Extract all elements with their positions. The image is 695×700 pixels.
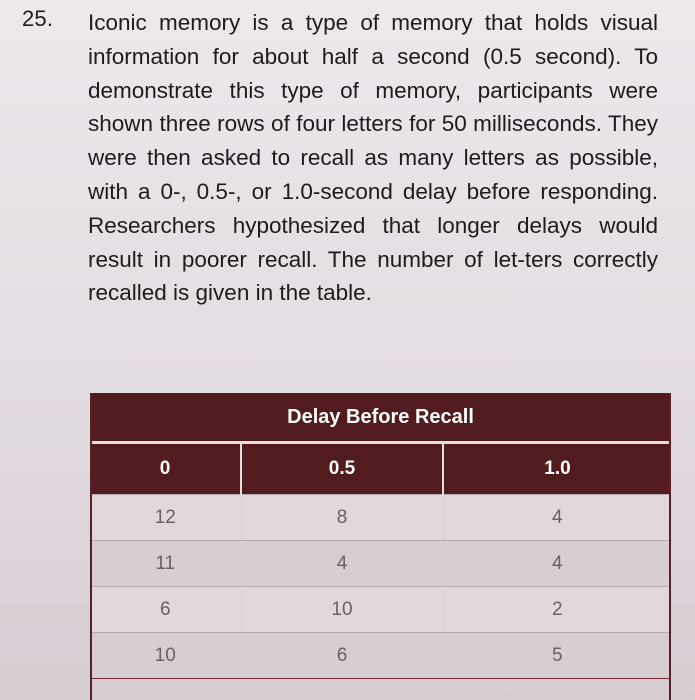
table-cell: 10: [90, 633, 241, 679]
column-header-delay-0: 0: [90, 443, 241, 495]
table-cell: 2: [443, 587, 671, 633]
problem-text: Iconic memory is a type of memory that holds visual information for about half a second (0.5 second). To demonstrate this type of memory, participants were shown three rows of four letters for 50 milliseconds. They were then asked to recall as many letters as possible, with a 0-, 0.5-, or 1.0-second delay before responding. Researchers hypothesized that longer delays would result in poorer recall. The number of let-ters correctly recalled is given in the table.: [88, 10, 658, 306]
column-header-delay-1-0: 1.0: [443, 443, 671, 495]
table-cell: 6: [90, 587, 241, 633]
table-cell: 6: [241, 633, 443, 679]
table-cell: 4: [443, 495, 671, 541]
table-row: [90, 633, 671, 679]
table-row: [90, 541, 671, 587]
problem-number: 25.: [22, 6, 54, 31]
table-title: Delay Before Recall: [90, 393, 671, 443]
table-cell: 5: [443, 633, 671, 679]
table-cell: 4: [443, 541, 671, 587]
table-cell: 4: [241, 541, 443, 587]
table-cell: 11: [90, 541, 241, 587]
table-cell: 8: [241, 495, 443, 541]
table-row: [90, 495, 671, 541]
table-row: [90, 587, 671, 633]
table-cell: 12: [90, 495, 241, 541]
table-cell: 10: [241, 587, 443, 633]
data-table: [90, 393, 671, 679]
column-header-delay-0-5: 0.5: [241, 443, 443, 495]
